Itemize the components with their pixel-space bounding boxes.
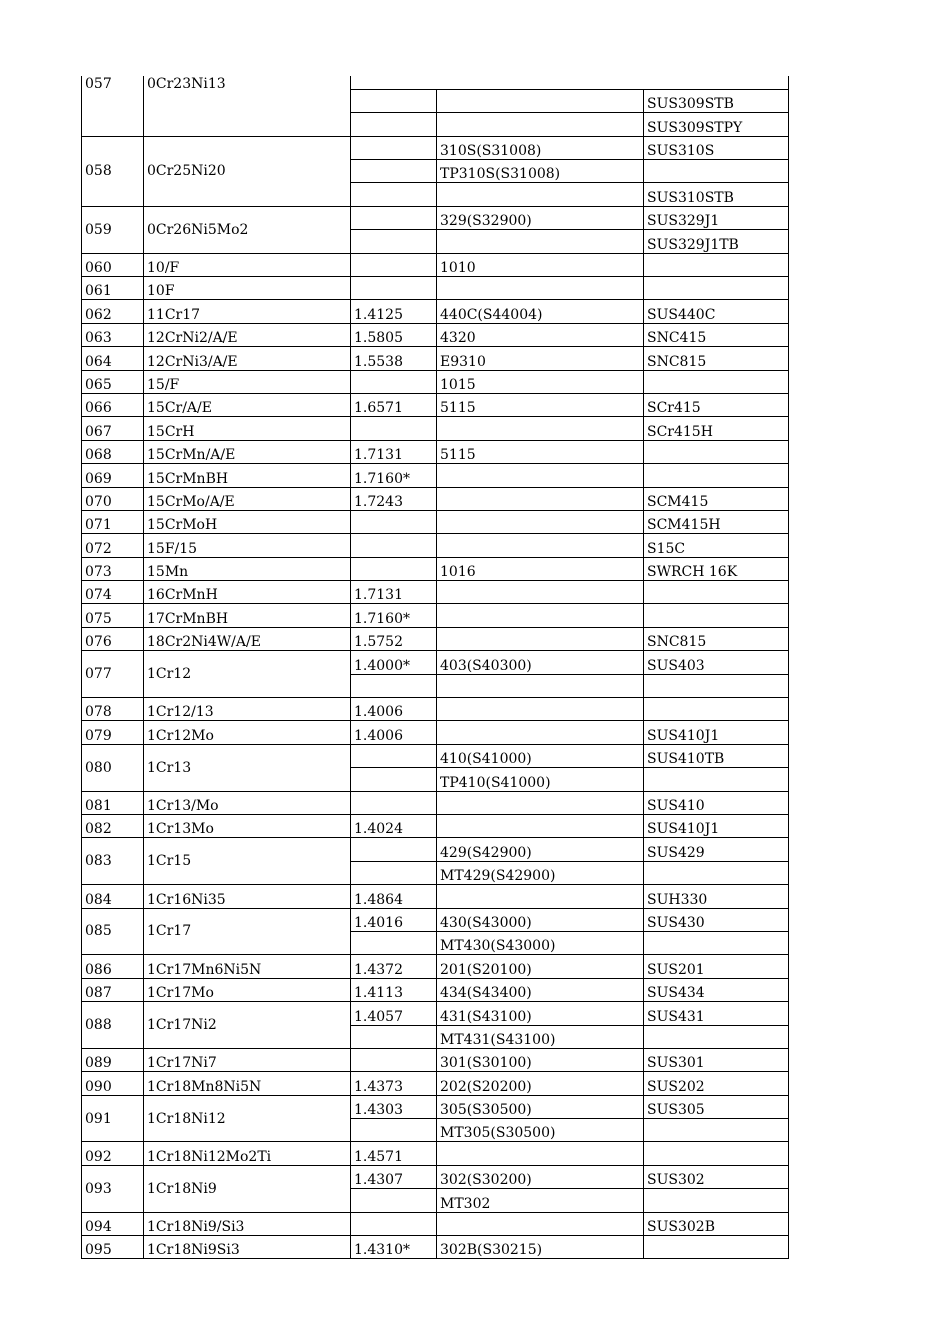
cell-grade: 15/F [144,370,351,393]
cell-din: 1.4024 [351,815,437,838]
cell-aisi: 302B(S30215) [437,1236,644,1259]
table-row [82,277,789,300]
cell-din [351,277,437,300]
cell-code: 076 [82,627,144,650]
cell-din [351,861,437,884]
cell-din: 1.4057 [351,1002,437,1025]
cell-grade: 1Cr13Mo [144,815,351,838]
cell-aisi: MT429(S42900) [437,861,644,884]
cell-aisi: 305(S30500) [437,1095,644,1118]
cell-jis: SWRCH 16K [644,557,789,580]
cell-jis: SUS309STPY [644,113,789,136]
table-row [82,370,789,393]
cell-din: 1.7160* [351,604,437,627]
table-row [82,1095,789,1118]
cell-jis [644,464,789,487]
cell-code: 057 [82,76,144,136]
cell-aisi: 4320 [437,323,644,346]
cell-din [351,1119,437,1142]
cell-jis: SUS410J1 [644,721,789,744]
cell-code: 077 [82,651,144,698]
cell-aisi: 429(S42900) [437,838,644,861]
cell-din [351,160,437,183]
cell-code: 064 [82,347,144,370]
cell-jis [644,1189,789,1212]
cell-din [351,417,437,440]
cell-din: 1.4307 [351,1165,437,1188]
cell-jis: SUS329J1TB [644,230,789,253]
cell-din [351,510,437,533]
cell-aisi: 301(S30100) [437,1048,644,1071]
cell-din [351,791,437,814]
cell-grade: 1Cr17Mo [144,978,351,1001]
cell-jis [644,931,789,954]
cell-code: 062 [82,300,144,323]
cell-din: 1.4373 [351,1072,437,1095]
cell-aisi [437,89,644,112]
cell-grade: 1Cr17Mn6Ni5N [144,955,351,978]
table-row [82,253,789,276]
cell-grade: 0Cr25Ni20 [144,136,351,206]
cell-jis: SUS410 [644,791,789,814]
cell-grade: 10F [144,277,351,300]
cell-aisi: TP410(S41000) [437,768,644,791]
cell-aisi [437,534,644,557]
cell-jis: SUS309STB [644,89,789,112]
cell-jis: SUS429 [644,838,789,861]
cell-din [351,183,437,206]
cell-din [351,838,437,861]
cell-aisi: 431(S43100) [437,1002,644,1025]
cell-jis [644,370,789,393]
cell-aisi: MT302 [437,1189,644,1212]
cell-grade: 1Cr17 [144,908,351,955]
cell-jis: SCr415H [644,417,789,440]
cell-din: 1.5752 [351,627,437,650]
cell-aisi [437,674,644,697]
cell-jis [644,1119,789,1142]
table-row [82,651,789,674]
cell-jis [644,253,789,276]
cell-aisi: MT431(S43100) [437,1025,644,1048]
cell-aisi [437,698,644,721]
cell-code: 072 [82,534,144,557]
cell-din: 1.4000* [351,651,437,674]
table-row [82,1165,789,1188]
cell-grade: 15F/15 [144,534,351,557]
table-row [82,581,789,604]
cell-aisi [437,581,644,604]
table-row [82,885,789,908]
cell-code: 095 [82,1236,144,1259]
cell-grade: 1Cr18Ni12Mo2Ti [144,1142,351,1165]
table-row [82,206,789,229]
cell-aisi [437,791,644,814]
cell-grade: 1Cr18Ni9/Si3 [144,1212,351,1235]
cell-code: 087 [82,978,144,1001]
cell-din: 1.4372 [351,955,437,978]
cell-aisi [437,76,644,89]
cell-din [351,674,437,697]
cell-jis: SCM415H [644,510,789,533]
cell-grade: 18Cr2Ni4W/A/E [144,627,351,650]
cell-jis: SUS434 [644,978,789,1001]
cell-grade: 15CrMoH [144,510,351,533]
cell-code: 089 [82,1048,144,1071]
cell-grade: 10/F [144,253,351,276]
cell-din: 1.4006 [351,698,437,721]
table-row [82,627,789,650]
cell-din [351,253,437,276]
cell-jis: SUS301 [644,1048,789,1071]
cell-aisi [437,1142,644,1165]
cell-aisi [437,113,644,136]
cell-grade: 15CrMo/A/E [144,487,351,510]
cell-grade: 12CrNi3/A/E [144,347,351,370]
cell-code: 088 [82,1002,144,1049]
cell-code: 080 [82,744,144,791]
table-row [82,347,789,370]
cell-aisi: 403(S40300) [437,651,644,674]
cell-code: 086 [82,955,144,978]
cell-jis: SUS310S [644,136,789,159]
cell-jis: S15C [644,534,789,557]
cell-code: 073 [82,557,144,580]
cell-aisi: 1016 [437,557,644,580]
cell-code: 069 [82,464,144,487]
cell-grade: 1Cr12 [144,651,351,698]
cell-aisi: 329(S32900) [437,206,644,229]
cell-code: 083 [82,838,144,885]
cell-jis [644,76,789,89]
table-row [82,300,789,323]
cell-din: 1.6571 [351,393,437,416]
cell-grade: 1Cr12Mo [144,721,351,744]
cell-din: 1.4303 [351,1095,437,1118]
cell-aisi [437,604,644,627]
cell-grade: 0Cr26Ni5Mo2 [144,206,351,253]
cell-aisi [437,230,644,253]
cell-code: 061 [82,277,144,300]
cell-grade: 1Cr13 [144,744,351,791]
cell-grade: 15Cr/A/E [144,393,351,416]
cell-jis [644,861,789,884]
cell-aisi [437,627,644,650]
cell-din: 1.7131 [351,581,437,604]
cell-din: 1.7131 [351,440,437,463]
cell-grade: 16CrMnH [144,581,351,604]
cell-aisi [437,487,644,510]
table-row [82,323,789,346]
cell-grade: 1Cr18Ni12 [144,1095,351,1142]
cell-aisi [437,277,644,300]
cell-grade: 15CrH [144,417,351,440]
cell-aisi: 434(S43400) [437,978,644,1001]
cell-aisi [437,510,644,533]
cell-din: 1.7160* [351,464,437,487]
cell-code: 094 [82,1212,144,1235]
table-row [82,440,789,463]
cell-aisi: 310S(S31008) [437,136,644,159]
cell-jis: SUS431 [644,1002,789,1025]
cell-din: 1.4125 [351,300,437,323]
cell-code: 085 [82,908,144,955]
table-row [82,815,789,838]
cell-grade: 15Mn [144,557,351,580]
cell-aisi: E9310 [437,347,644,370]
cell-code: 093 [82,1165,144,1212]
cell-din: 1.5805 [351,323,437,346]
cell-aisi: 440C(S44004) [437,300,644,323]
table-row [82,464,789,487]
cell-din: 1.4310* [351,1236,437,1259]
cell-code: 065 [82,370,144,393]
cell-code: 060 [82,253,144,276]
cell-code: 092 [82,1142,144,1165]
cell-jis: SUS302B [644,1212,789,1235]
table-row [82,393,789,416]
cell-aisi: MT430(S43000) [437,931,644,954]
cell-aisi [437,183,644,206]
cell-din: 1.4016 [351,908,437,931]
cell-code: 084 [82,885,144,908]
cell-din [351,768,437,791]
cell-grade: 15CrMnBH [144,464,351,487]
table-row [82,1142,789,1165]
table-row [82,557,789,580]
cell-grade: 12CrNi2/A/E [144,323,351,346]
cell-din [351,744,437,767]
cell-jis [644,581,789,604]
cell-grade: 1Cr15 [144,838,351,885]
cell-din [351,113,437,136]
cell-grade: 15CrMn/A/E [144,440,351,463]
table-row [82,838,789,861]
cell-din [351,931,437,954]
cell-code: 059 [82,206,144,253]
table-row [82,1236,789,1259]
cell-jis [644,160,789,183]
cell-grade: 1Cr18Ni9 [144,1165,351,1212]
cell-aisi: 202(S20200) [437,1072,644,1095]
cell-din [351,534,437,557]
cell-aisi: TP310S(S31008) [437,160,644,183]
cell-din [351,89,437,112]
cell-din [351,1189,437,1212]
cell-jis: SUS201 [644,955,789,978]
table-row [82,604,789,627]
cell-grade: 1Cr16Ni35 [144,885,351,908]
cell-aisi: MT305(S30500) [437,1119,644,1142]
cell-code: 082 [82,815,144,838]
cell-aisi [437,721,644,744]
cell-code: 091 [82,1095,144,1142]
cell-jis: SUS410J1 [644,815,789,838]
cell-jis: SUS410TB [644,744,789,767]
cell-aisi: 1010 [437,253,644,276]
cell-din [351,1025,437,1048]
cell-jis: SUS305 [644,1095,789,1118]
cell-code: 066 [82,393,144,416]
cell-din: 1.7243 [351,487,437,510]
cell-din [351,206,437,229]
table-row [82,978,789,1001]
table-row [82,417,789,440]
cell-aisi: 5115 [437,393,644,416]
cell-code: 070 [82,487,144,510]
cell-din [351,230,437,253]
cell-grade: 1Cr12/13 [144,698,351,721]
cell-aisi [437,885,644,908]
table-row [82,534,789,557]
cell-jis: SUS430 [644,908,789,931]
cell-jis: SNC815 [644,627,789,650]
cell-jis [644,698,789,721]
cell-din: 1.4571 [351,1142,437,1165]
cell-jis [644,1236,789,1259]
cell-grade: 17CrMnBH [144,604,351,627]
cell-code: 068 [82,440,144,463]
cell-code: 079 [82,721,144,744]
table-row [82,721,789,744]
cell-jis: SCM415 [644,487,789,510]
cell-aisi [437,1212,644,1235]
cell-din [351,1048,437,1071]
table-row [82,487,789,510]
cell-jis [644,604,789,627]
cell-aisi: 302(S30200) [437,1165,644,1188]
table-row [82,76,789,89]
cell-code: 058 [82,136,144,206]
table-row [82,136,789,159]
cell-din [351,76,437,89]
cell-jis: SUS440C [644,300,789,323]
cell-grade: 1Cr13/Mo [144,791,351,814]
table-row [82,510,789,533]
table-row [82,908,789,931]
cell-code: 090 [82,1072,144,1095]
cell-jis: SUS310STB [644,183,789,206]
cell-jis: SCr415 [644,393,789,416]
cell-din: 1.5538 [351,347,437,370]
cell-din: 1.4006 [351,721,437,744]
cell-aisi [437,815,644,838]
table-row [82,1072,789,1095]
cell-code: 071 [82,510,144,533]
cell-code: 075 [82,604,144,627]
cell-jis: SNC815 [644,347,789,370]
cell-aisi [437,417,644,440]
cell-jis: SUS403 [644,651,789,674]
cell-grade: 1Cr17Ni2 [144,1002,351,1049]
cell-aisi: 201(S20100) [437,955,644,978]
cell-grade: 11Cr17 [144,300,351,323]
cell-jis: SUH330 [644,885,789,908]
table-body [82,76,789,1259]
cell-aisi: 430(S43000) [437,908,644,931]
cell-aisi: 1015 [437,370,644,393]
cell-grade: 1Cr17Ni7 [144,1048,351,1071]
cell-din [351,370,437,393]
table-row [82,955,789,978]
cell-grade: 0Cr23Ni13 [144,76,351,136]
cell-code: 063 [82,323,144,346]
grade-comparison-table [81,76,789,1259]
cell-jis: SUS202 [644,1072,789,1095]
cell-aisi [437,464,644,487]
cell-din: 1.4864 [351,885,437,908]
table-row [82,698,789,721]
cell-grade: 1Cr18Ni9Si3 [144,1236,351,1259]
cell-din [351,557,437,580]
cell-jis [644,1025,789,1048]
cell-din [351,136,437,159]
cell-aisi: 410(S41000) [437,744,644,767]
cell-jis: SNC415 [644,323,789,346]
cell-din [351,1212,437,1235]
cell-jis [644,1142,789,1165]
cell-grade: 1Cr18Mn8Ni5N [144,1072,351,1095]
cell-code: 078 [82,698,144,721]
cell-code: 067 [82,417,144,440]
table-row [82,744,789,767]
table-row [82,1048,789,1071]
cell-code: 074 [82,581,144,604]
cell-jis [644,440,789,463]
cell-jis [644,768,789,791]
cell-aisi: 5115 [437,440,644,463]
cell-din: 1.4113 [351,978,437,1001]
cell-code: 081 [82,791,144,814]
cell-jis: SUS329J1 [644,206,789,229]
cell-jis [644,674,789,697]
table-row [82,791,789,814]
table-row [82,1002,789,1025]
cell-jis [644,277,789,300]
cell-jis: SUS302 [644,1165,789,1188]
table-row [82,1212,789,1235]
